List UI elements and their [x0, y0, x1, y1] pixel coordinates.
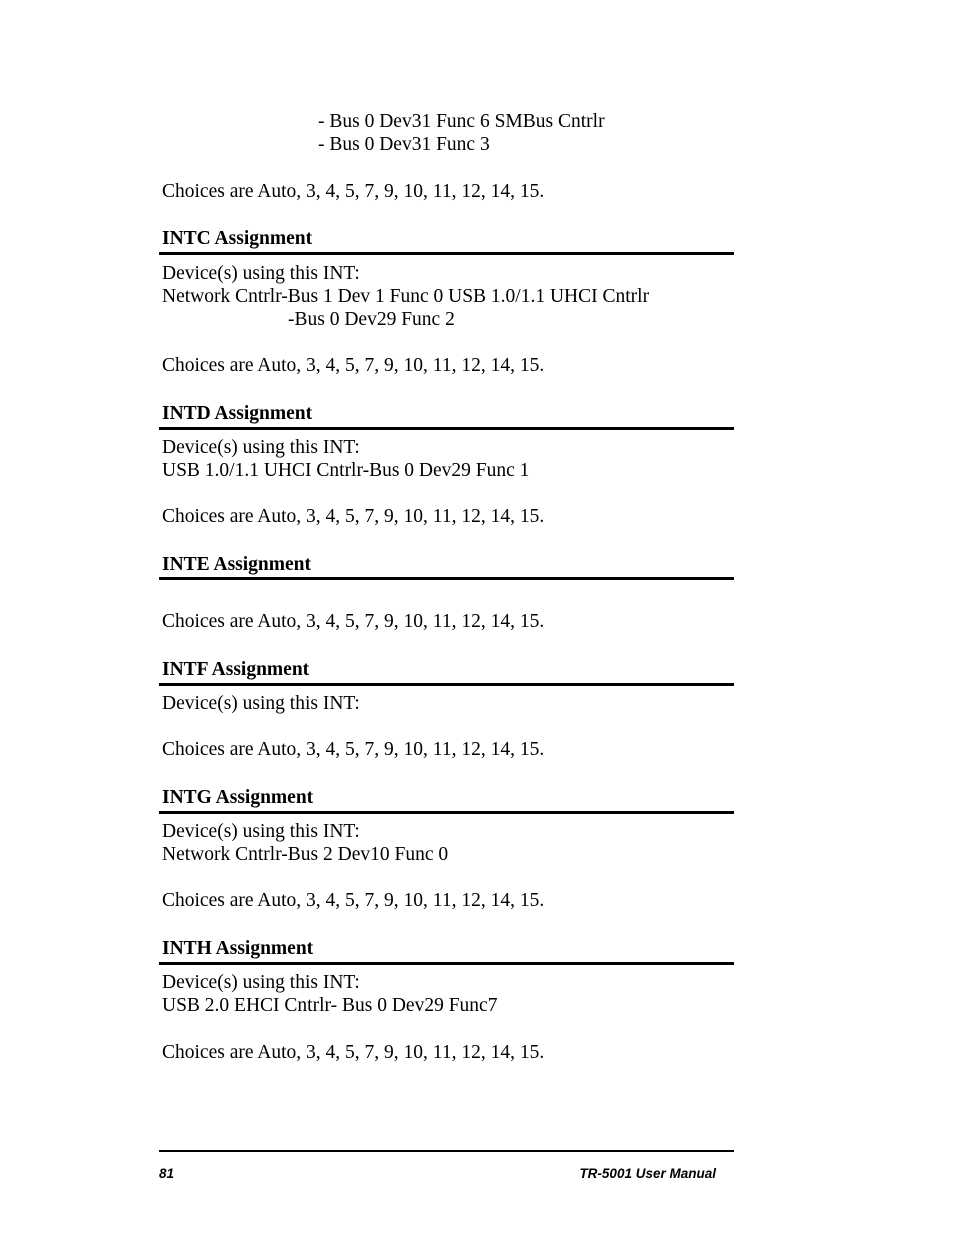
- devices-label: Device(s) using this INT:: [162, 263, 360, 284]
- device-line: -Bus 0 Dev29 Func 2: [288, 309, 455, 330]
- section-heading-inth: INTH Assignment: [162, 938, 314, 959]
- device-line: USB 2.0 EHCI Cntrlr- Bus 0 Dev29 Func7: [162, 995, 498, 1016]
- choices-text: Choices are Auto, 3, 4, 5, 7, 9, 10, 11, 12, 14, 15.: [162, 506, 545, 527]
- device-line: USB 1.0/1.1 UHCI Cntrlr-Bus 0 Dev29 Func 1: [162, 460, 530, 481]
- choices-text: Choices are Auto, 3, 4, 5, 7, 9, 10, 11, 12, 14, 15.: [162, 890, 545, 911]
- section-divider: [159, 811, 734, 814]
- section-heading-intc: INTC Assignment: [162, 228, 313, 249]
- device-line: - Bus 0 Dev31 Func 6 SMBus Cntrlr: [318, 111, 605, 132]
- page-number: 81: [159, 1166, 175, 1181]
- device-line: - Bus 0 Dev31 Func 3: [318, 134, 490, 155]
- footer-divider: [159, 1150, 734, 1152]
- section-divider: [159, 683, 734, 686]
- choices-text: Choices are Auto, 3, 4, 5, 7, 9, 10, 11, 12, 14, 15.: [162, 1042, 545, 1063]
- section-heading-intd: INTD Assignment: [162, 403, 313, 424]
- choices-text: Choices are Auto, 3, 4, 5, 7, 9, 10, 11, 12, 14, 15.: [162, 611, 545, 632]
- choices-text: Choices are Auto, 3, 4, 5, 7, 9, 10, 11, 12, 14, 15.: [162, 181, 545, 202]
- section-divider: [159, 577, 734, 580]
- section-heading-intg: INTG Assignment: [162, 787, 314, 808]
- devices-label: Device(s) using this INT:: [162, 437, 360, 458]
- section-divider: [159, 427, 734, 430]
- devices-label: Device(s) using this INT:: [162, 693, 360, 714]
- section-heading-inte: INTE Assignment: [162, 554, 311, 575]
- choices-text: Choices are Auto, 3, 4, 5, 7, 9, 10, 11, 12, 14, 15.: [162, 739, 545, 760]
- section-divider: [159, 252, 734, 255]
- device-line: Network Cntrlr-Bus 2 Dev10 Func 0: [162, 844, 449, 865]
- devices-label: Device(s) using this INT:: [162, 821, 360, 842]
- choices-text: Choices are Auto, 3, 4, 5, 7, 9, 10, 11, 12, 14, 15.: [162, 355, 545, 376]
- device-line: Network Cntrlr-Bus 1 Dev 1 Func 0 USB 1.0/1.1 UHCI Cntrlr: [162, 286, 650, 307]
- manual-title: TR-5001 User Manual: [579, 1166, 716, 1181]
- section-divider: [159, 962, 734, 965]
- section-heading-intf: INTF Assignment: [162, 659, 310, 680]
- devices-label: Device(s) using this INT:: [162, 972, 360, 993]
